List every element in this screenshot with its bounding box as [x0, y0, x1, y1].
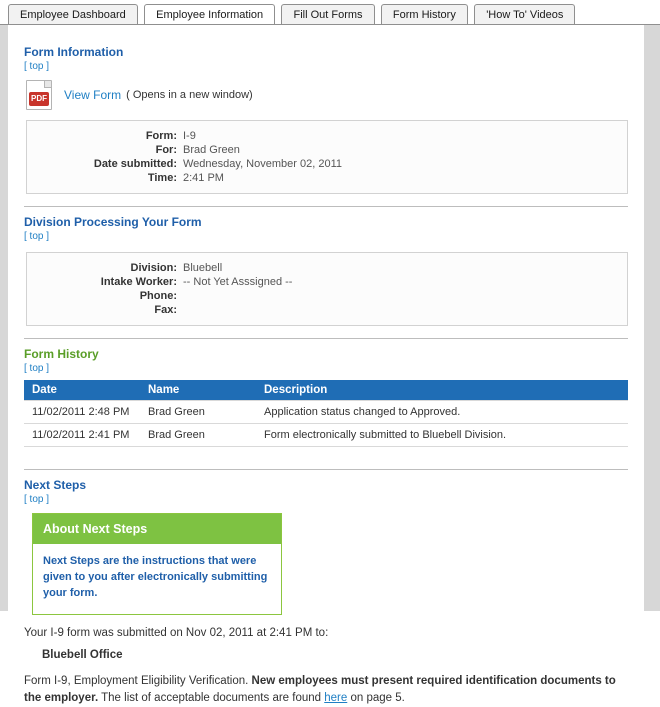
- cell-name: Brad Green: [140, 401, 256, 424]
- division-field-value: [183, 289, 292, 303]
- page-frame: [0, 25, 660, 705]
- form-information-box: [26, 120, 628, 194]
- table-row: [27, 157, 342, 171]
- pdf-icon-label: PDF: [29, 92, 49, 106]
- form-information-heading: Form Information: [24, 45, 124, 59]
- top-link-form-information-anchor[interactable]: [ top ]: [24, 61, 50, 72]
- divider: [24, 338, 628, 339]
- tab-bar: [0, 0, 660, 25]
- cell-name: Brad Green: [140, 424, 256, 447]
- division-box: [26, 252, 628, 326]
- table-row: [24, 424, 628, 447]
- division-field-label: Phone:: [139, 290, 177, 302]
- table-row: [27, 261, 292, 275]
- form-field-value: 2:41 PM: [183, 172, 224, 184]
- division-field-label: Division:: [130, 262, 177, 274]
- division-field-label: Fax:: [154, 304, 177, 316]
- division-table: [27, 261, 292, 317]
- division-field-label: Intake Worker:: [100, 276, 177, 288]
- form-history-heading: Form History: [24, 347, 99, 361]
- form-history-table-head: [24, 380, 628, 401]
- form-information-table: [27, 129, 342, 185]
- tab-form-history[interactable]: Form History: [381, 4, 468, 24]
- column-header-description: Description: [256, 380, 628, 401]
- division-heading: Division Processing Your Form: [24, 215, 202, 229]
- table-row: [24, 401, 628, 424]
- form-history-table: [24, 380, 628, 447]
- tab-how-to-videos[interactable]: 'How To' Videos: [474, 4, 575, 24]
- next-steps-detail-suffix-1: The list of acceptable documents are found: [98, 692, 325, 705]
- top-link-next-steps[interactable]: [24, 494, 628, 505]
- next-steps-callout-body: Next Steps are the instructions that were given to you after electronically submitting your form.: [33, 544, 281, 614]
- table-row: [27, 303, 292, 317]
- top-link-next-steps-anchor[interactable]: [ top ]: [24, 494, 50, 505]
- next-steps-detail: [24, 673, 628, 706]
- division-field-value: Bluebell: [183, 262, 223, 274]
- division-field-value: [183, 303, 292, 317]
- view-form-link[interactable]: View Form: [64, 88, 122, 102]
- next-steps-detail-bold: New employees must present required identification documents to the employer.: [24, 675, 616, 705]
- cell-description: Application status changed to Approved.: [256, 401, 628, 424]
- table-row: [27, 129, 342, 143]
- form-field-value: I-9: [183, 130, 196, 142]
- form-field-label: Time:: [147, 172, 177, 184]
- content-panel: [8, 25, 644, 705]
- tab-employee-information[interactable]: Employee Information: [144, 4, 275, 24]
- view-form-row: [26, 80, 628, 110]
- table-row: [27, 289, 292, 303]
- top-link-division-anchor[interactable]: [ top ]: [24, 231, 50, 242]
- form-field-label: Date submitted:: [93, 158, 177, 170]
- tab-fill-out-forms[interactable]: Fill Out Forms: [281, 4, 374, 24]
- pdf-icon: [26, 80, 52, 110]
- tab-employee-dashboard[interactable]: Employee Dashboard: [8, 4, 138, 24]
- divider: [24, 206, 628, 207]
- form-history-table-body: [24, 401, 628, 447]
- top-link-form-history-anchor[interactable]: [ top ]: [24, 363, 50, 374]
- table-row: [27, 275, 292, 289]
- next-steps-heading: Next Steps: [24, 478, 87, 492]
- divider: [24, 469, 628, 470]
- form-field-label: Form:: [145, 130, 177, 142]
- next-steps-callout: [32, 513, 282, 615]
- form-field-value: Wednesday, November 02, 2011: [183, 158, 342, 170]
- table-row: [27, 171, 342, 185]
- top-link-form-information[interactable]: [24, 61, 628, 72]
- acceptable-documents-link[interactable]: here: [324, 692, 348, 705]
- form-field-value: Brad Green: [183, 144, 240, 156]
- cell-date: 11/02/2011 2:48 PM: [24, 401, 140, 424]
- table-row: [27, 143, 342, 157]
- column-header-date: Date: [24, 380, 140, 401]
- next-steps-office: Bluebell Office: [42, 649, 123, 662]
- next-steps-callout-title: About Next Steps: [33, 514, 281, 544]
- top-link-division[interactable]: [24, 231, 628, 242]
- cell-description: Form electronically submitted to Bluebell Division.: [256, 424, 628, 447]
- form-field-label: For:: [155, 144, 177, 156]
- next-steps-submitted-line: Your I-9 form was submitted on Nov 02, 2011 at 2:41 PM to:: [24, 626, 329, 639]
- next-steps-detail-prefix: Form I-9, Employment Eligibility Verification.: [24, 675, 252, 688]
- next-steps-detail-suffix-2: on page 5.: [347, 692, 405, 705]
- table-header-row: [24, 380, 628, 401]
- cell-date: 11/02/2011 2:41 PM: [24, 424, 140, 447]
- top-link-form-history[interactable]: [24, 363, 628, 374]
- column-header-name: Name: [140, 380, 256, 401]
- view-form-note: ( Opens in a new window): [126, 89, 253, 101]
- division-field-value: -- Not Yet Asssigned --: [183, 276, 293, 288]
